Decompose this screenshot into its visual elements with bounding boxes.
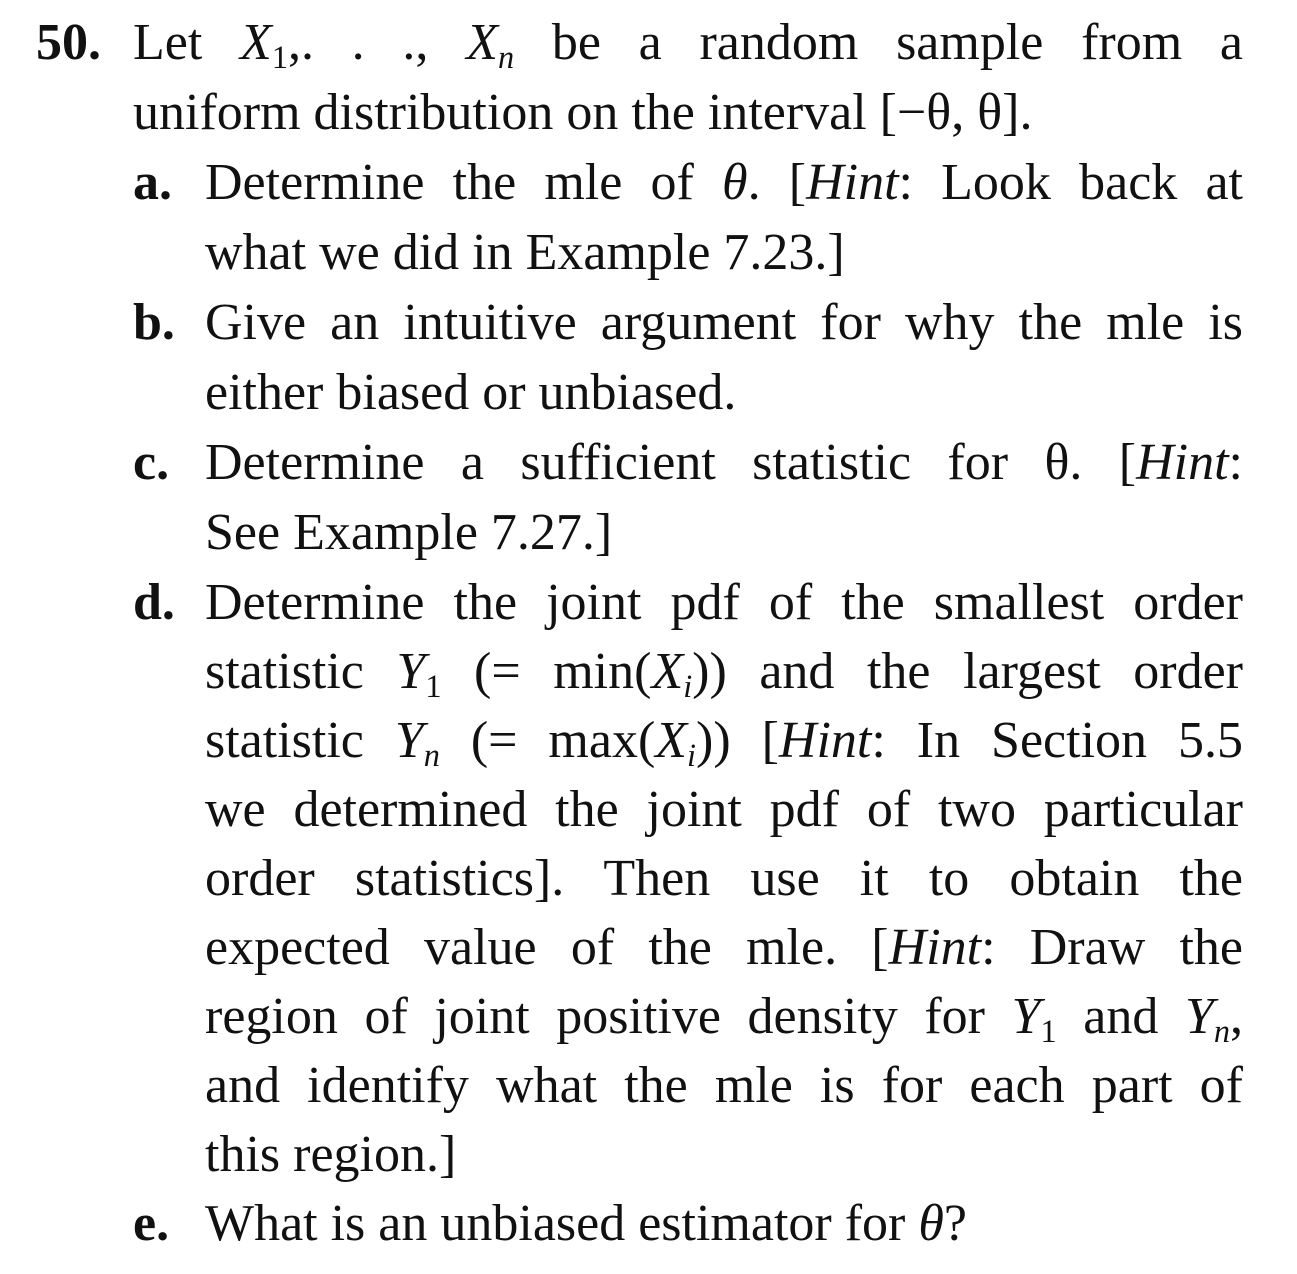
part-b-line-1: Give an intuitive argument for why the mle is	[205, 294, 1243, 351]
part-b-line-2: either biased or unbiased.	[205, 364, 737, 421]
part-d-line-7: region of joint positive density for $Y_1$ and $Y_n$,	[205, 988, 1243, 1050]
stem-line-1: Let $X_1$,. . ., $X_n$ be a random sample from a	[133, 14, 1244, 76]
part-b-label: b.	[133, 294, 175, 351]
part-e-label: e.	[133, 1195, 170, 1252]
part-c-line-1: Determine a sufficient statistic for θ. [Hint:	[205, 434, 1243, 491]
part-e-line-1: What is an unbiased estimator for θ?	[205, 1195, 967, 1252]
part-d-label: d.	[133, 574, 175, 631]
part-c-label: c.	[133, 434, 170, 491]
part-d-line-2: statistic $Y_1$ (= $\min(X_i)$) and the largest order	[205, 643, 1243, 705]
part-a-line-2: what we did in Example 7.23.]	[205, 224, 845, 281]
part-a-line-1: Determine the mle of θ. [Hint: Look back at	[205, 154, 1243, 211]
part-d-line-3: statistic $Y_n$ (= $\max(X_i)$) [Hint: In Section 5.5	[205, 712, 1243, 774]
problem-number: 50.	[36, 14, 101, 71]
part-d-line-1: Determine the joint pdf of the smallest order	[205, 574, 1243, 631]
part-d-line-8: and identify what the mle is for each part of	[205, 1057, 1243, 1114]
part-c-line-2: See Example 7.27.]	[205, 504, 613, 561]
part-d-line-5: order statistics]. Then use it to obtain the	[205, 850, 1243, 907]
part-a-label: a.	[133, 154, 172, 211]
stem-line-2: uniform distribution on the interval [−θ, θ].	[133, 84, 1033, 141]
part-d-line-4: we determined the joint pdf of two particular	[205, 781, 1243, 838]
part-d-line-9: this region.]	[205, 1126, 457, 1183]
part-d-line-6: expected value of the mle. [Hint: Draw the	[205, 919, 1243, 976]
